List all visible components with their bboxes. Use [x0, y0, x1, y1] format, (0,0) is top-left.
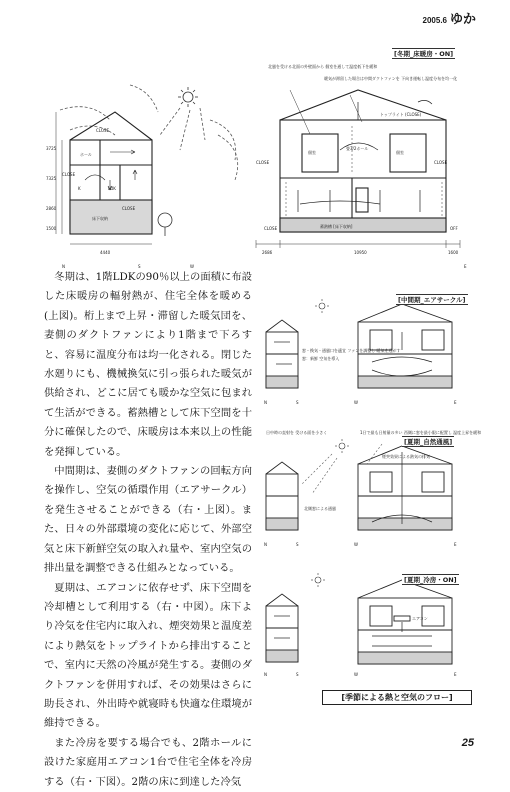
sun-icon — [178, 87, 198, 107]
magazine-logo: ゆか — [449, 12, 476, 27]
air-conditioner-icon — [394, 616, 410, 621]
figure-caption: [季節による熱と空気のフロー] — [322, 690, 472, 705]
sub-figure-summer-natural — [262, 424, 482, 552]
cooling-orient-w: W — [354, 672, 358, 677]
sub-figure-summer-cooling — [262, 570, 472, 682]
dim-mid-width: 2686 — [262, 250, 273, 255]
sun-icon — [335, 439, 349, 453]
cooling-orient-n: N — [264, 672, 267, 677]
note-north-wind: 北風を受ける北面の外壁面から 個室を通して温度低下を緩和 — [268, 64, 378, 69]
paragraph-summer: 夏期は、エアコンに依存せず、床下空間を冷却槽として利用する（右・中図）。床下より冷気を住宅内に取入れ、煙突効果と温度差により熱気をトップライトから排出することで、室内に天然の冷風が発生する。妻側のダクトファンを併用すれば、その効果はさらに助長され、外出時や就寝時も快適な住環境が維持できる。 — [44, 581, 252, 730]
paragraph-midseason: 中間期は、妻側のダクトファンの回転方向を操作し、空気の循環作用（エアサークル）を発生させることができる（右・上図）。また、日々の外部環境の変化に応じて、外部空気と床下新鮮空気の取入れ量や、室内空気の排出量を調整できる仕組みとなっている。 — [44, 465, 252, 575]
room-label-k: K — [78, 186, 81, 191]
cooling-orient-e: E — [454, 672, 457, 677]
state-close-1: CLOSE — [96, 128, 110, 133]
note-toplight: トップライト (CLOSE) — [380, 112, 422, 117]
paragraph-winter: 冬期は、1階LDKの90％以上の面積に布設した床暖房の輻射熱が、住宅全体を暖める(上図)。桁上まで上昇・滞留した暖気団を、妻側のダクトファンにより1階まで下ろすと、容易に温度分布は均一化される。閉じた水廻りにも、機械換気に引っ張られた暖気が供給され、どこに居ても暖かな空気に包まれて生活ができる。蓄熱槽として床下空間を十分に確保したので、床暖房は本来以上の性能を発揮している。 — [44, 271, 252, 458]
dim-main-width: 10950 — [354, 250, 367, 255]
state-close-2: CLOSE — [62, 172, 76, 177]
dim-left-width: 4440 — [100, 250, 111, 255]
room-label-tatami-hall: 畳3/2ホール — [346, 146, 369, 151]
page-number: 25 — [461, 737, 474, 749]
dim-height-3: 2860 — [46, 206, 57, 211]
dim-height-2: 7325 — [46, 176, 57, 181]
main-figure — [40, 40, 472, 272]
summer-orient-s: S — [296, 542, 299, 547]
sub-figure-midseason — [262, 292, 472, 410]
paragraph-cooling: また冷房を要する場合でも、2階ホールに設けた家庭用エアコン1台で住宅全体を冷房する（右・下図）。2階の床に到達した冷気 — [44, 736, 252, 788]
sun-icon — [315, 299, 329, 313]
state-close-5: CLOSE — [434, 160, 448, 165]
midseason-label: [中間期_エアサークル] — [398, 296, 466, 304]
section-house — [70, 112, 152, 234]
dim-height-4: 1500 — [46, 226, 57, 231]
summer-natural-label: [夏期_自然通風] — [404, 438, 453, 446]
dim-right-width: 1600 — [448, 250, 459, 255]
state-off: OFF — [450, 226, 458, 231]
sun-icon — [311, 573, 325, 587]
orient-e: E — [464, 264, 467, 269]
summer-note-1: 日中時の直射を 受ける面を小さく — [266, 430, 328, 435]
room-label-private-2: 個室 — [396, 150, 404, 155]
state-close-4: CLOSE — [256, 160, 270, 165]
cooling-note-aircon: エアコン — [412, 616, 428, 621]
orient-s: S — [138, 264, 141, 269]
page-header — [423, 8, 476, 27]
room-label-underfloor-left: 床下収納 — [92, 216, 108, 221]
issue-date: 2005.6 — [422, 16, 447, 25]
summer-orient-e: E — [454, 542, 457, 547]
room-label-storage-tank: 蓄熱槽 [床下収納] — [320, 224, 353, 229]
winter-diagram — [40, 40, 472, 272]
dim-height-1: 3725 — [46, 146, 57, 151]
summer-orient-n: N — [264, 542, 267, 547]
article-body — [44, 268, 252, 792]
main-figure-label: [冬期_床暖房・ON] — [394, 50, 454, 58]
midseason-note-1: 窓・換気・通風口を適宜 ファンを調整し 暖気を逃がす — [302, 348, 401, 353]
summer-note-3: 煙突効果による熱気の排気 — [382, 454, 430, 459]
orient-w: W — [190, 264, 194, 269]
midseason-note-2: 窓：新鮮 空気を導入 — [302, 356, 340, 361]
cooling-orient-s: S — [296, 672, 299, 677]
room-label-private-1: 個室 — [308, 150, 316, 155]
midseason-orient-s: S — [296, 400, 299, 405]
state-close-6: CLOSE — [264, 226, 278, 231]
note-duct-fan: 暖気が滞留した場合は中間ダクトファンを 下向き運転し温度分布を均一化 — [324, 76, 458, 81]
room-label-hall: ホール — [80, 152, 92, 157]
midseason-orient-e: E — [454, 400, 457, 405]
summer-note-2: 1日で最も日射量の多い 西側に窓を最小限に配置し 温度上昇を緩和 — [360, 430, 482, 435]
summer-cooling-diagram — [262, 570, 472, 682]
midseason-diagram — [262, 292, 472, 410]
orient-n: N — [62, 264, 65, 269]
summer-note-4: 北側窓による通風 — [304, 506, 336, 511]
tree-icon — [158, 213, 172, 236]
summer-orient-w: W — [354, 542, 358, 547]
room-label-ldk: LDK — [108, 186, 116, 191]
midseason-orient-n: N — [264, 400, 267, 405]
state-close-3: CLOSE — [122, 206, 136, 211]
summer-cooling-label: [夏期_冷房・ON] — [404, 576, 457, 584]
midseason-orient-w: W — [354, 400, 358, 405]
